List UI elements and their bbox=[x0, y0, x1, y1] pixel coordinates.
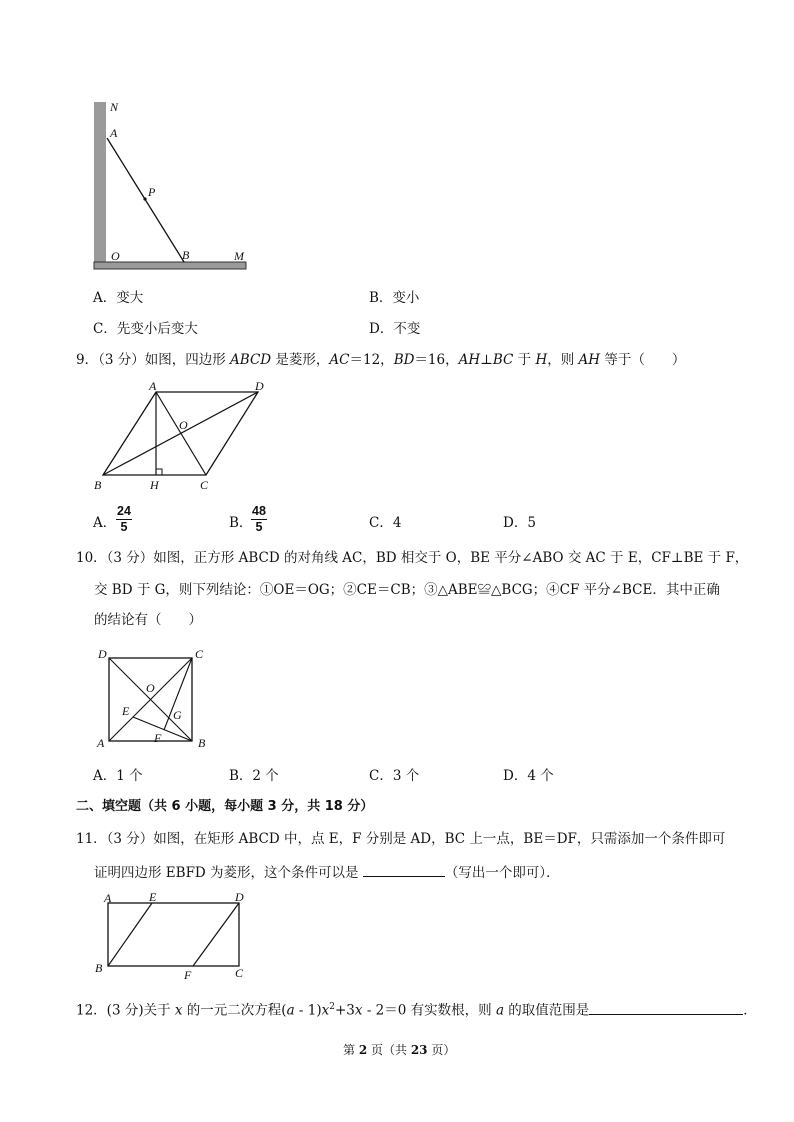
diagonal-bd bbox=[103, 392, 258, 475]
q11-line-2: 证明四边形 EBFD 为菱形，这个条件可以是 （写出一个即可）． bbox=[94, 862, 560, 882]
label-a: A bbox=[149, 379, 157, 393]
section-heading: 二、填空题（共 6 小题，每小题 3 分，共 18 分） bbox=[76, 799, 374, 814]
option-text: 4 bbox=[392, 515, 402, 531]
option-key: D． bbox=[503, 515, 528, 531]
page-footer: 第 2 页（共 23 页） bbox=[343, 1043, 456, 1057]
q9-option-a[interactable] bbox=[93, 504, 153, 542]
segment-be bbox=[133, 717, 192, 741]
q10-figure bbox=[92, 644, 218, 754]
option-key: A． bbox=[93, 768, 117, 784]
q10-line-3: 的结论有（ ） bbox=[94, 612, 202, 628]
q10-option-c[interactable] bbox=[369, 767, 419, 785]
label-f: F bbox=[184, 968, 192, 982]
option-text: 3 个 bbox=[392, 768, 420, 784]
option-key: C． bbox=[369, 515, 393, 531]
label-a: A bbox=[104, 891, 112, 905]
q11-figure bbox=[92, 890, 252, 982]
right-angle-mark bbox=[156, 469, 162, 475]
label-a: A bbox=[110, 126, 118, 140]
option-text: 不变 bbox=[393, 321, 421, 337]
option-key: A． bbox=[93, 290, 117, 306]
answer-blank[interactable] bbox=[589, 1000, 743, 1015]
q8-option-b[interactable] bbox=[369, 289, 419, 307]
label-b: B bbox=[198, 736, 206, 750]
segment-df bbox=[193, 903, 239, 966]
label-o: O bbox=[179, 418, 188, 432]
label-h: H bbox=[150, 478, 159, 492]
label-d: D bbox=[98, 647, 107, 661]
q8-option-c[interactable] bbox=[93, 320, 198, 338]
option-key: C． bbox=[369, 768, 393, 784]
point-p bbox=[143, 197, 146, 200]
option-text: 变小 bbox=[392, 290, 420, 306]
label-b: B bbox=[94, 478, 102, 492]
option-key: A． bbox=[93, 515, 117, 531]
option-text: 5 bbox=[527, 515, 536, 531]
q9-option-d[interactable] bbox=[503, 514, 536, 532]
ground bbox=[94, 262, 246, 269]
wall bbox=[94, 102, 106, 266]
q10-option-d[interactable] bbox=[503, 767, 554, 785]
segment-be bbox=[108, 903, 152, 966]
label-d: D bbox=[255, 379, 264, 393]
label-o: O bbox=[111, 249, 120, 263]
label-d: D bbox=[235, 890, 244, 904]
option-key: B． bbox=[369, 290, 393, 306]
q11-line-1: 11．（3 分）如图，在矩形 ABCD 中，点 E，F 分别是 AD，BC 上一点，BE＝DF，只需添加一个条件即可 bbox=[76, 831, 726, 847]
q8-option-a[interactable] bbox=[93, 289, 143, 307]
rectangle bbox=[108, 903, 239, 966]
fraction: $\frac{24}{5}$ bbox=[117, 504, 131, 534]
option-key: C． bbox=[93, 321, 117, 337]
label-e: E bbox=[149, 890, 157, 904]
label-p: P bbox=[148, 185, 156, 199]
option-key: B． bbox=[229, 768, 253, 784]
option-key: D． bbox=[503, 768, 528, 784]
q12-stem: 12．(3 分)关于 x 的一元二次方程$(a - 1)x^2+3x - 2=0$ 有实数根，则 a 的取值范围是 ． bbox=[76, 998, 757, 1020]
answer-blank[interactable] bbox=[363, 862, 445, 877]
label-n: N bbox=[110, 100, 119, 114]
label-o: O bbox=[146, 681, 155, 695]
option-text: 2 个 bbox=[252, 768, 279, 784]
label-b: B bbox=[182, 248, 190, 262]
q8-figure bbox=[90, 98, 260, 276]
label-b: B bbox=[95, 961, 103, 975]
option-text: 变大 bbox=[116, 290, 144, 306]
label-f: F bbox=[154, 731, 162, 745]
label-m: M bbox=[234, 249, 244, 263]
q10-option-a[interactable] bbox=[93, 767, 143, 785]
option-text: 1 个 bbox=[116, 768, 143, 784]
label-c: C bbox=[195, 647, 204, 661]
label-c: C bbox=[200, 478, 209, 492]
q10-option-b[interactable] bbox=[229, 767, 279, 785]
label-g: G bbox=[173, 708, 182, 722]
option-key: B． bbox=[229, 515, 253, 531]
label-c: C bbox=[235, 966, 244, 980]
option-key: D． bbox=[369, 321, 394, 337]
option-text: 先变小后变大 bbox=[116, 321, 198, 337]
q10-line-2: 交 BD 于 G，则下列结论：①OE＝OG；②CE＝CB；③△ABE≌△BCG；④CF 平分∠BCE．其中正确 bbox=[94, 582, 720, 598]
fraction: $\frac{48}{5}$ bbox=[252, 504, 266, 534]
q9-stem: 9．（3 分）如图，四边形 ABCD 是菱形，AC＝12，BD＝16，AH⊥BC 于 H，则 AH 等于（ ） bbox=[76, 352, 686, 368]
q9-option-b[interactable] bbox=[229, 504, 289, 542]
label-e: E bbox=[122, 704, 130, 718]
q9-figure bbox=[88, 378, 278, 494]
q10-line-1: 10．（3 分）如图，正方形 ABCD 的对角线 AC，BD 相交于 O，BE 平分∠ABO 交 AC 于 E，CF⊥BE 于 F， bbox=[76, 550, 749, 566]
q9-option-c[interactable] bbox=[369, 514, 401, 532]
label-a: A bbox=[97, 736, 105, 750]
option-text: 4 个 bbox=[527, 768, 554, 784]
q8-option-d[interactable] bbox=[369, 320, 420, 338]
